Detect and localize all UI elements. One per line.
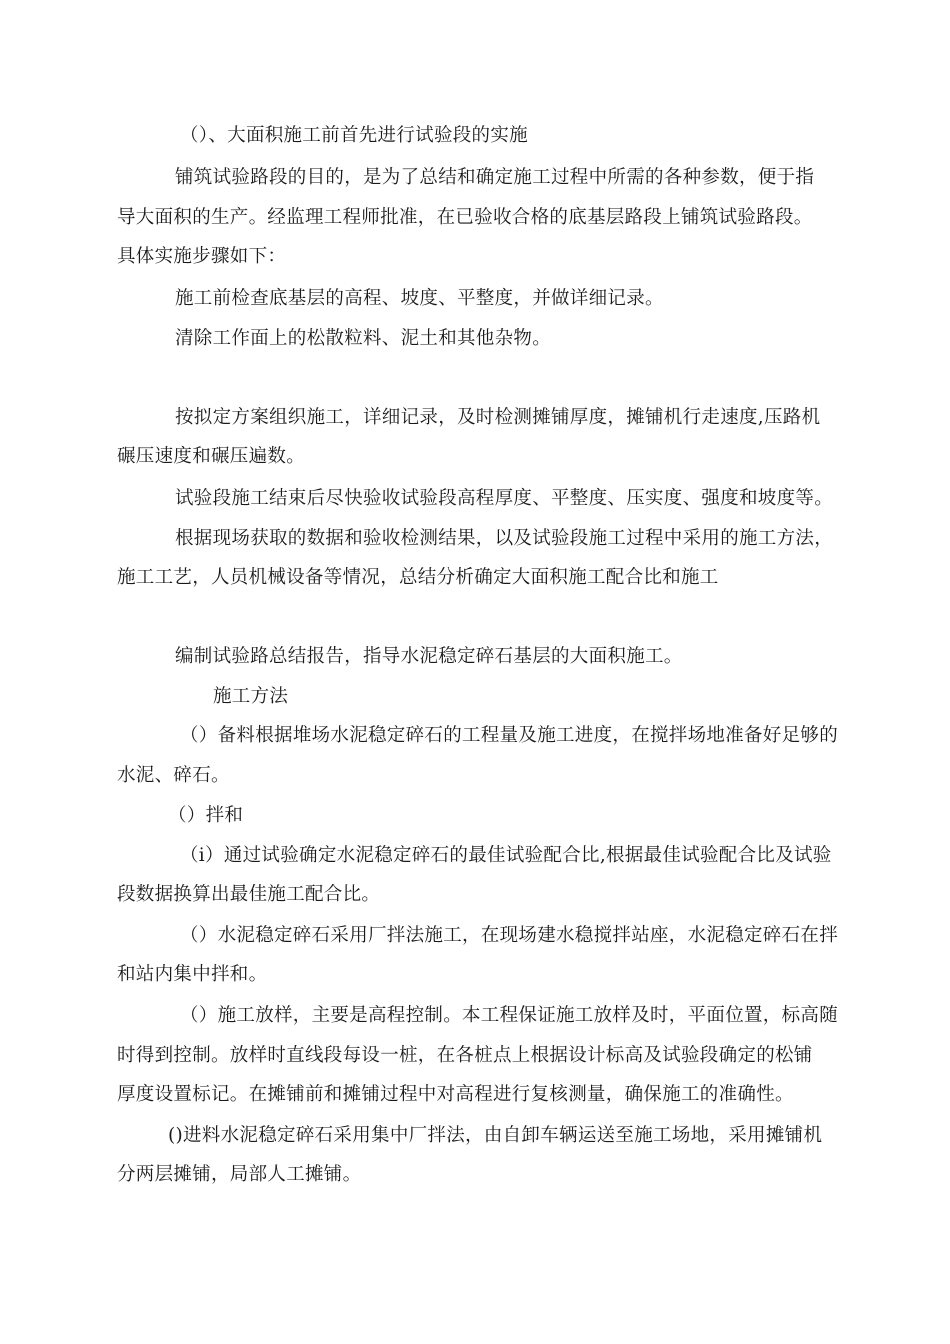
paragraph-line: 施工前检查底基层的高程、坡度、平整度，并做详细记录。 xyxy=(175,288,664,309)
paragraph-line: 具体实施步骤如下： xyxy=(117,246,287,267)
paragraph-line: 铺筑试验路段的目的，是为了总结和确定施工过程中所需的各种参数，便于指 xyxy=(175,167,815,188)
paragraph-line: 水泥、碎石。 xyxy=(117,765,230,786)
paragraph-line: （i）通过试验确定水泥稳定碎石的最佳试验配合比,根据最佳试验配合比及试验 xyxy=(180,845,832,866)
paragraph-line: 根据现场获取的数据和验收检测结果，以及试验段施工过程中采用的施工方法， xyxy=(175,528,834,549)
paragraph-line: 厚度设置标记。在摊铺前和摊铺过程中对高程进行复核测量，确保施工的准确性。 xyxy=(117,1084,794,1105)
paragraph-line: 编制试验路总结报告，指导水泥稳定碎石基层的大面积施工。 xyxy=(175,646,683,667)
paragraph-line: （）施工放样，主要是高程控制。本工程保证施工放样及时，平面位置，标高随 xyxy=(180,1005,839,1026)
paragraph-line: 时得到控制。放样时直线段每设一桩，在各桩点上根据设计标高及试验段确定的松铺 xyxy=(117,1045,813,1066)
paragraph-line: 试验段施工结束后尽快验收试验段高程厚度、平整度、压实度、强度和坡度等。 xyxy=(175,488,834,509)
paragraph-line: 清除工作面上的松散粒料、泥土和其他杂物。 xyxy=(175,328,552,349)
paragraph-line: 碾压速度和碾压遍数。 xyxy=(117,446,306,467)
paragraph-line: （）拌和 xyxy=(168,805,244,826)
paragraph-line: （）备料根据堆场水泥稳定碎石的工程量及施工进度，在搅拌场地准备好足够的 xyxy=(180,725,839,746)
paragraph-line: （）水泥稳定碎石采用厂拌法施工，在现场建水稳搅拌站座，水泥稳定碎石在拌 xyxy=(180,925,839,946)
paragraph-line: 和站内集中拌和。 xyxy=(117,964,268,985)
paragraph-line: 导大面积的生产。经监理工程师批准，在已验收合格的底基层路段上铺筑试验路段。 xyxy=(117,207,813,228)
paragraph-line: ()进料水泥稳定碎石采用集中厂拌法，由自卸车辆运送至施工场地，采用摊铺机 xyxy=(168,1125,823,1146)
paragraph-line: 分两层摊铺，局部人工摊铺。 xyxy=(117,1164,362,1185)
paragraph-line: 施工工艺，人员机械设备等情况，总结分析确定大面积施工配合比和施工 xyxy=(117,567,719,588)
subsection-heading: 施工方法 xyxy=(213,686,289,707)
paragraph-line: 按拟定方案组织施工，详细记录，及时检测摊铺厚度，摊铺机行走速度,压路机 xyxy=(175,407,821,428)
section-heading: （）、大面积施工前首先进行试验段的实施 xyxy=(180,125,528,146)
paragraph-line: 段数据换算出最佳施工配合比。 xyxy=(117,884,381,905)
